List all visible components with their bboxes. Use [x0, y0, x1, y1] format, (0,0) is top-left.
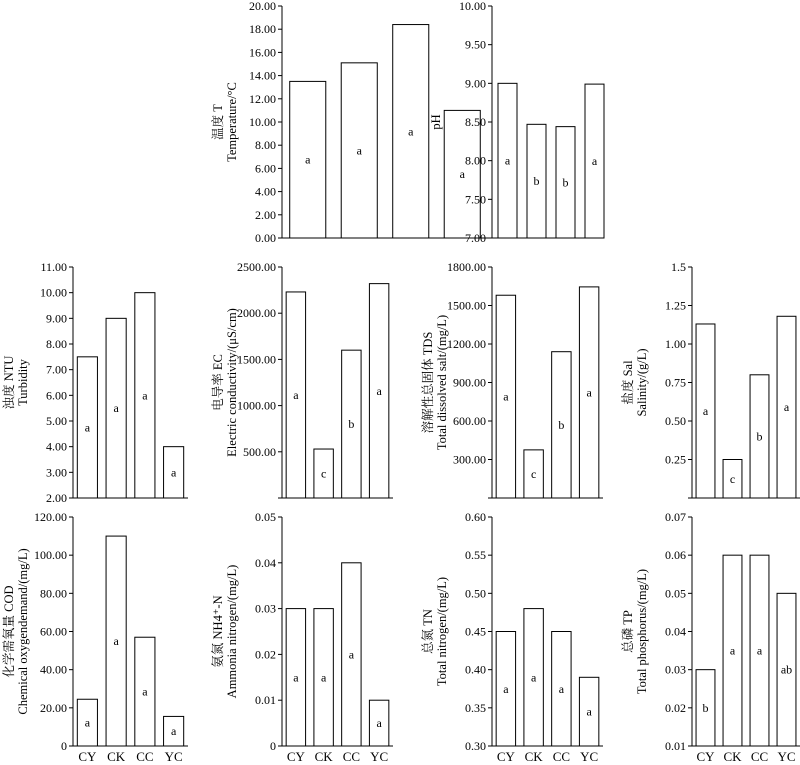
significance-label: a	[558, 681, 565, 696]
y-tick-label: 2.00	[255, 207, 276, 222]
y-axis-label-cn: 总磷 TP	[621, 610, 635, 653]
y-axis-label-en: Total dissolved salt/(mg/L)	[435, 314, 449, 451]
y-tick-label: 1800.00	[447, 260, 486, 274]
y-tick-label: 0.05	[255, 510, 276, 524]
y-tick-label: 0.03	[255, 601, 276, 616]
significance-label: a	[348, 647, 355, 662]
significance-label: a	[783, 400, 790, 415]
chart-panel-6	[620, 260, 800, 498]
y-tick-label: 4.00	[46, 439, 67, 454]
y-tick-label: 0.00	[255, 231, 276, 245]
y-tick-label: 0.01	[665, 739, 686, 753]
y-tick-label: 16.00	[249, 45, 276, 60]
significance-label: c	[530, 466, 537, 481]
y-tick-label: 6.00	[46, 388, 67, 403]
significance-label: b	[562, 175, 569, 190]
y-axis-label-cn: 总氮 TN	[421, 609, 435, 654]
significance-label: ab	[780, 662, 793, 677]
significance-label: c	[320, 466, 327, 481]
y-tick-label: 1.5	[671, 260, 686, 274]
y-tick-label: 0.75	[665, 375, 686, 390]
y-tick-label: 14.00	[249, 68, 276, 83]
y-tick-label: 0.35	[465, 700, 486, 715]
significance-label: a	[376, 383, 382, 398]
significance-label: a	[84, 715, 91, 730]
significance-label: a	[170, 724, 177, 739]
x-tick-label: CY	[286, 749, 305, 764]
significance-label: b	[756, 429, 763, 444]
x-tick-label: CC	[552, 749, 571, 764]
significance-label: a	[170, 465, 177, 480]
significance-label: a	[84, 420, 91, 435]
y-tick-label: 9.00	[46, 311, 67, 326]
x-tick-label: CY	[696, 749, 715, 764]
significance-label: a	[113, 401, 119, 416]
y-tick-label: 18.00	[249, 22, 276, 37]
y-tick-label: 0	[270, 739, 276, 753]
y-tick-label: 5.00	[46, 414, 67, 428]
significance-label: a	[320, 670, 327, 685]
y-tick-label: 8.50	[465, 115, 486, 129]
y-axis-label-en: Total nitrogen/(mg/L)	[435, 576, 449, 687]
y-tick-label: 0.50	[465, 586, 486, 601]
y-tick-label: 0	[61, 739, 67, 753]
significance-label: a	[305, 152, 311, 167]
y-tick-label: 1500.00	[237, 352, 276, 367]
y-axis-label-cn: 氨氮 NH4⁺-N	[211, 595, 225, 668]
x-tick-label: CK	[723, 749, 742, 764]
significance-label: b	[533, 174, 540, 189]
x-tick-label: YC	[164, 749, 183, 764]
x-tick-label: CK	[524, 749, 543, 764]
y-tick-label: 7.00	[46, 362, 67, 377]
significance-label: a	[376, 716, 382, 731]
chart-panel-9	[421, 510, 603, 764]
x-tick-label: YC	[580, 749, 599, 764]
y-tick-label: 0.01	[255, 693, 276, 708]
significance-label: a	[408, 124, 414, 139]
chart-panel-8	[211, 510, 393, 764]
significance-label: a	[142, 388, 148, 403]
chart-panel-10	[620, 510, 800, 764]
significance-label: a	[113, 634, 119, 649]
y-axis-label-en: Temperature/°C	[225, 82, 239, 162]
significance-label: a	[530, 670, 537, 685]
x-tick-label: YC	[777, 749, 796, 764]
y-tick-label: 20.00	[40, 700, 67, 715]
y-axis-label-en: pH	[429, 114, 443, 130]
significance-label: a	[702, 403, 709, 418]
x-tick-label: CK	[314, 749, 333, 764]
significance-label: a	[142, 684, 148, 699]
y-axis-label-cn: 溶解性总固体 TDS	[421, 331, 435, 434]
y-tick-label: 500.00	[243, 444, 276, 459]
y-tick-label: 1500.00	[447, 298, 486, 313]
y-axis-label-cn: 浊度 NTU	[2, 355, 16, 410]
y-axis-label-en: Electric conductivity/(μS/cm)	[225, 308, 239, 457]
y-tick-label: 0.07	[665, 510, 686, 524]
y-tick-label: 1.25	[665, 298, 686, 313]
y-tick-label: 0.25	[665, 452, 686, 467]
y-tick-label: 7.00	[465, 231, 486, 245]
significance-label: a	[459, 167, 465, 182]
chart-panel-4	[210, 260, 393, 498]
y-axis-label-en: Chemical oxygendemand/(mg/L)	[16, 548, 30, 715]
y-tick-label: 0.06	[665, 548, 686, 563]
chart-panel-3	[1, 260, 188, 505]
significance-label: a	[504, 153, 511, 168]
y-tick-label: 7.50	[465, 192, 486, 207]
y-tick-label: 600.00	[453, 414, 486, 428]
y-axis-label-cn: 温度 T	[211, 104, 225, 140]
significance-label: b	[558, 417, 565, 432]
y-tick-label: 0.05	[665, 586, 686, 601]
y-tick-label: 10.00	[459, 0, 486, 13]
significance-label: a	[729, 643, 736, 658]
y-tick-label: 0.60	[465, 510, 486, 524]
y-axis-label-en: Total phosphorus/(mg/L)	[635, 568, 649, 695]
x-tick-label: CC	[342, 749, 361, 764]
y-tick-label: 20.00	[249, 0, 276, 13]
y-axis-label-en: Turbidity	[16, 359, 30, 406]
y-tick-label: 11.00	[40, 260, 67, 274]
significance-label: a	[503, 681, 509, 696]
y-tick-label: 0.04	[665, 624, 686, 639]
y-tick-label: 2500.00	[237, 260, 276, 274]
y-tick-label: 900.00	[453, 375, 486, 390]
y-tick-label: 1.00	[665, 337, 686, 351]
y-tick-label: 0.50	[665, 414, 686, 428]
y-tick-label: 10.00	[40, 285, 67, 300]
y-tick-label: 0.55	[465, 548, 486, 563]
significance-label: a	[756, 643, 763, 658]
chart-panel-1	[210, 0, 488, 245]
y-tick-label: 0.03	[665, 662, 686, 677]
y-tick-label: 12.00	[249, 91, 276, 106]
y-tick-label: 1000.00	[237, 398, 276, 413]
y-tick-label: 2000.00	[237, 306, 276, 321]
y-axis-label-en: Salinity/(g/L)	[635, 348, 649, 417]
y-tick-label: 100.00	[34, 548, 67, 563]
y-tick-label: 8.00	[465, 153, 486, 168]
significance-label: a	[591, 154, 598, 169]
significance-label: a	[293, 670, 299, 685]
x-tick-label: CK	[107, 749, 126, 764]
y-tick-label: 0.02	[255, 647, 276, 662]
x-tick-label: YC	[370, 749, 389, 764]
y-tick-label: 9.00	[465, 76, 486, 91]
y-tick-label: 6.00	[255, 161, 276, 176]
y-axis-label-cn: 化学需氧量 COD	[2, 585, 16, 678]
significance-label: c	[729, 471, 736, 486]
y-tick-label: 1200.00	[447, 337, 486, 351]
significance-label: a	[586, 704, 592, 719]
y-tick-label: 2.00	[46, 491, 67, 505]
y-tick-label: 0.45	[465, 624, 486, 639]
significance-label: a	[356, 143, 362, 158]
chart-panel-7	[2, 510, 188, 764]
y-tick-label: 8.00	[255, 138, 276, 153]
significance-label: a	[503, 389, 509, 404]
y-tick-label: 0.30	[465, 739, 486, 753]
x-tick-label: CC	[750, 749, 769, 764]
y-tick-label: 0.04	[255, 555, 276, 570]
x-tick-label: CY	[78, 749, 97, 764]
chart-panel-5	[420, 260, 603, 498]
y-tick-label: 8.00	[46, 337, 67, 351]
y-tick-label: 80.00	[40, 586, 67, 601]
y-axis-label-cn: 盐度 Sal	[621, 360, 635, 405]
x-tick-label: CY	[496, 749, 515, 764]
significance-label: b	[702, 700, 709, 715]
y-axis-label-en: Ammonia nitrogen/(mg/L)	[225, 564, 239, 699]
y-tick-label: 10.00	[249, 115, 276, 129]
y-tick-label: 9.50	[465, 37, 486, 52]
y-tick-label: 40.00	[40, 662, 67, 677]
y-tick-label: 0.40	[465, 662, 486, 677]
y-tick-label: 120.00	[34, 510, 67, 524]
significance-label: a	[586, 385, 592, 400]
significance-label: b	[348, 417, 355, 432]
significance-label: a	[293, 387, 299, 402]
y-tick-label: 4.00	[255, 184, 276, 199]
y-tick-label: 3.00	[46, 465, 67, 480]
x-tick-label: CC	[136, 749, 154, 764]
y-tick-label: 60.00	[40, 624, 67, 639]
y-axis-label-cn: 电导率 EC	[211, 354, 225, 411]
y-tick-label: 0.02	[665, 700, 686, 715]
y-tick-label: 300.00	[453, 452, 486, 467]
